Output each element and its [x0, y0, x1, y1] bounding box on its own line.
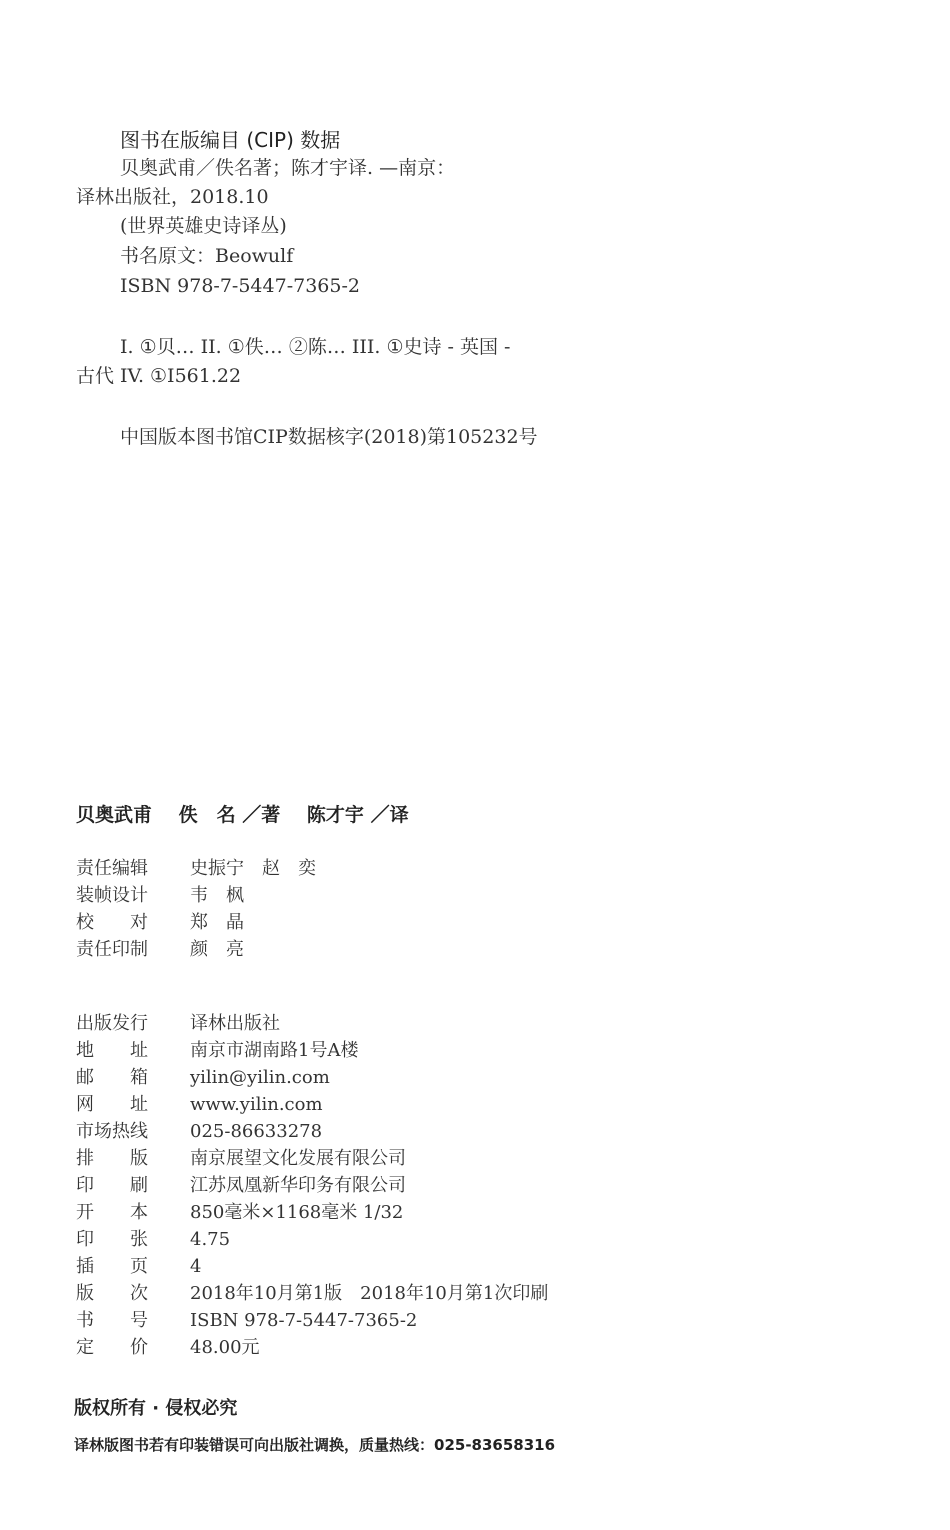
isbn-label: 书 号 [76, 1310, 148, 1331]
address-row [76, 1039, 358, 1063]
email-row [76, 1066, 330, 1090]
typesetting-value: 南京展望文化发展有限公司 [190, 1148, 406, 1169]
publisher-label: 出版发行 [76, 1013, 148, 1034]
proofreader-label: 校 对 [76, 912, 148, 933]
printer-label: 印 刷 [76, 1175, 148, 1196]
cip-line-original-title: 书名原文：Beowulf [120, 245, 294, 267]
publisher-value: 译林出版社 [190, 1013, 280, 1034]
publisher-row [76, 1012, 280, 1036]
translator-name: 陈才宇 [306, 804, 364, 826]
inserts-value: 4 [190, 1256, 202, 1277]
website-label: 网 址 [76, 1094, 148, 1115]
edition-row [76, 1282, 548, 1306]
inserts-row [76, 1255, 201, 1279]
author-name: 佚 名 [178, 804, 236, 826]
cip-line-isbn: ISBN 978-7-5447-7365-2 [120, 275, 360, 297]
author-role: ／著 [242, 804, 281, 826]
rights-statement: 版权所有 · 侵权必究 [74, 1398, 238, 1419]
design-value: 韦 枫 [190, 885, 244, 906]
email-label: 邮 箱 [76, 1067, 148, 1088]
isbn-value: ISBN 978-7-5447-7365-2 [190, 1310, 418, 1331]
typesetting-row [76, 1147, 406, 1171]
book-title: 贝奥武甫 [76, 804, 153, 826]
quality-notice: 译林版图书若有印装错误可向出版社调换，质量热线：025-83658316 [74, 1436, 556, 1454]
cip-line-title: 贝奥武甫／佚名著；陈才宇译. —南京： [120, 157, 456, 179]
sheets-value: 4.75 [190, 1229, 231, 1250]
cip-line-publisher: 译林出版社，2018.10 [76, 186, 269, 208]
website-row [76, 1093, 323, 1117]
cip-line-record-number: 中国版本图书馆CIP数据核字(2018)第105232号 [120, 426, 538, 448]
cip-line-classification: I. ①贝… II. ①佚… ②陈… III. ①史诗 - 英国 - [120, 336, 511, 358]
isbn-row [76, 1309, 417, 1333]
credits-title-line [76, 800, 409, 827]
editor-value: 史振宁 赵 奕 [190, 858, 316, 879]
format-label: 开 本 [76, 1202, 148, 1223]
sheets-label: 印 张 [76, 1229, 148, 1250]
price-row [76, 1336, 260, 1360]
typesetting-label: 排 版 [76, 1148, 148, 1169]
hotline-label: 市场热线 [76, 1121, 148, 1142]
editor-label: 责任编辑 [76, 858, 148, 879]
print-manager-value: 颜 亮 [190, 939, 244, 960]
design-label: 装帧设计 [76, 885, 148, 906]
cip-line-series: (世界英雄史诗译丛) [120, 215, 287, 237]
website-value: www.yilin.com [190, 1094, 323, 1115]
proofreader-row [76, 911, 244, 935]
format-row [76, 1201, 403, 1225]
printer-row [76, 1174, 406, 1198]
printer-value: 江苏凤凰新华印务有限公司 [190, 1175, 406, 1196]
inserts-label: 插 页 [76, 1256, 148, 1277]
edition-value: 2018年10月第1版 2018年10月第1次印刷 [190, 1283, 549, 1304]
price-label: 定 价 [76, 1337, 148, 1358]
proofreader-value: 郑 晶 [190, 912, 244, 933]
email-value: yilin@yilin.com [190, 1067, 330, 1088]
address-label: 地 址 [76, 1040, 148, 1061]
format-value: 850毫米×1168毫米 1/32 [190, 1202, 404, 1223]
address-value: 南京市湖南路1号A楼 [190, 1040, 359, 1061]
translator-role: ／译 [370, 804, 409, 826]
cip-heading: 图书在版编目 (CIP) 数据 [120, 128, 341, 152]
hotline-value: 025-86633278 [190, 1121, 323, 1142]
editor-row [76, 857, 316, 881]
price-value: 48.00元 [190, 1337, 260, 1358]
cip-line-classification-cont: 古代 IV. ①I561.22 [76, 365, 242, 387]
edition-label: 版 次 [76, 1283, 148, 1304]
print-manager-row [76, 938, 244, 962]
print-manager-label: 责任印制 [76, 939, 148, 960]
hotline-row [76, 1120, 322, 1144]
sheets-row [76, 1228, 230, 1252]
design-row [76, 884, 244, 908]
